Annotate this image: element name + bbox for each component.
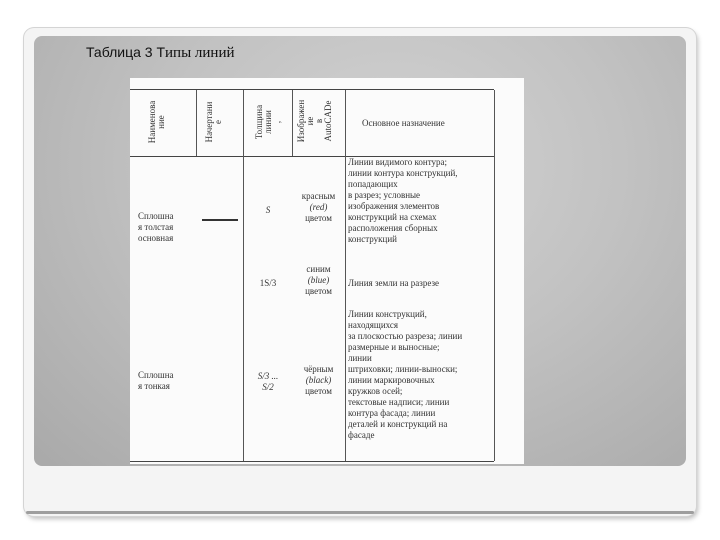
row3-purpose-line: деталей и конструкций на — [348, 419, 448, 429]
header-name — [148, 94, 166, 150]
row2-purpose-line: Линия земли на разрезе — [348, 278, 440, 288]
row2-color — [292, 264, 345, 297]
row1-purpose-line: попадающих — [348, 179, 398, 189]
header-thickness-line3: , — [272, 120, 282, 124]
row1-purpose-line: Линии видимого контура; — [348, 157, 448, 167]
row1-purpose-line: конструкций — [348, 234, 397, 244]
row3-color-line: цветом — [305, 386, 332, 396]
row3-purpose-line: находящихся — [348, 320, 399, 330]
row3-thickness-line: S/3 ... — [257, 371, 279, 381]
row3-color-line: (black) — [305, 375, 332, 385]
row1-purpose — [348, 157, 494, 245]
row1-purpose-line: в разрез; условные — [348, 190, 421, 200]
row3-purpose-line: контура фасада; линии — [348, 408, 436, 418]
column-divider-1 — [196, 90, 197, 156]
row3-name-line: Сплошна — [138, 370, 174, 380]
row1-name — [138, 211, 196, 244]
header-autocad-line1: Изображен — [296, 99, 306, 143]
row1-thickness: S — [265, 205, 271, 215]
row3-color-line: чёрным — [303, 364, 334, 374]
header-autocad-line3: в — [314, 118, 324, 124]
header-style — [205, 94, 223, 150]
row1-name-line: основная — [138, 233, 174, 243]
header-thickness-line2: линии — [263, 110, 273, 134]
slide-title — [86, 44, 235, 62]
row1-color-line: красным — [301, 191, 336, 201]
row3-purpose-line: текстовые надписи; линии — [348, 397, 450, 407]
row3-purpose-line: линии — [348, 353, 372, 363]
header-style-line2: е — [213, 120, 223, 124]
table-bottom-rule — [130, 461, 494, 462]
row1-purpose-line: конструкций на схемах — [348, 212, 437, 222]
row1-color-line: цветом — [305, 213, 332, 223]
row3-purpose-line: за плоскостью разреза; линии — [348, 331, 463, 341]
column-divider-2 — [243, 90, 244, 461]
row1-purpose-line: расположения сборных — [348, 223, 438, 233]
header-name-line2: ние — [156, 115, 166, 129]
header-purpose: Основное назначение — [362, 118, 445, 128]
row3-name-line: я тонкая — [138, 381, 170, 391]
row3-thickness — [244, 371, 292, 393]
slide-title-suffix: ипы линий — [165, 45, 235, 61]
row2-thickness: 1S/3 — [259, 278, 277, 288]
row3-purpose-line: фасаде — [348, 430, 375, 440]
row3-purpose-line: Линии конструкций, — [348, 309, 427, 319]
line-types-table — [130, 78, 524, 464]
row1-color — [292, 191, 345, 224]
header-style-line1: Начертани — [204, 101, 214, 143]
solid-thick-line-sample — [202, 219, 238, 221]
row3-purpose — [348, 309, 494, 441]
row1-color-line: (red) — [309, 202, 328, 212]
row3-purpose-line: линии маркировочных — [348, 375, 435, 385]
header-autocad-line4: AutoCADe — [323, 100, 333, 142]
row3-purpose-line: размерные и выносные; — [348, 342, 440, 352]
table-right-edge — [494, 90, 495, 461]
row2-purpose — [348, 278, 494, 289]
row1-purpose-line: линии контура конструкций, — [348, 168, 458, 178]
slide-bottom-divider — [26, 511, 694, 514]
header-thickness-line1: Толщина — [254, 104, 264, 140]
column-divider-4 — [345, 90, 346, 461]
row3-name — [138, 370, 196, 392]
row3-thickness-line: S/2 — [262, 382, 274, 392]
row3-color — [292, 364, 345, 397]
row2-color-line: цветом — [305, 286, 332, 296]
row1-name-line: я толстая — [138, 222, 174, 232]
row2-color-line: (blue) — [307, 275, 330, 285]
header-name-line1: Наименова — [147, 100, 157, 144]
column-divider-3 — [292, 90, 293, 156]
row3-purpose-line: кружков осей; — [348, 386, 403, 396]
row3-purpose-line: штриховки; линии-выноски; — [348, 364, 458, 374]
header-thickness — [255, 94, 282, 150]
slide-title-prefix: Таблица 3 Т — [86, 44, 166, 60]
header-autocad-line2: ие — [305, 116, 315, 126]
header-autocad — [297, 90, 333, 152]
row2-color-line: синим — [306, 264, 331, 274]
row1-purpose-line: изображения элементов — [348, 201, 440, 211]
row1-name-line: Сплошна — [138, 211, 174, 221]
